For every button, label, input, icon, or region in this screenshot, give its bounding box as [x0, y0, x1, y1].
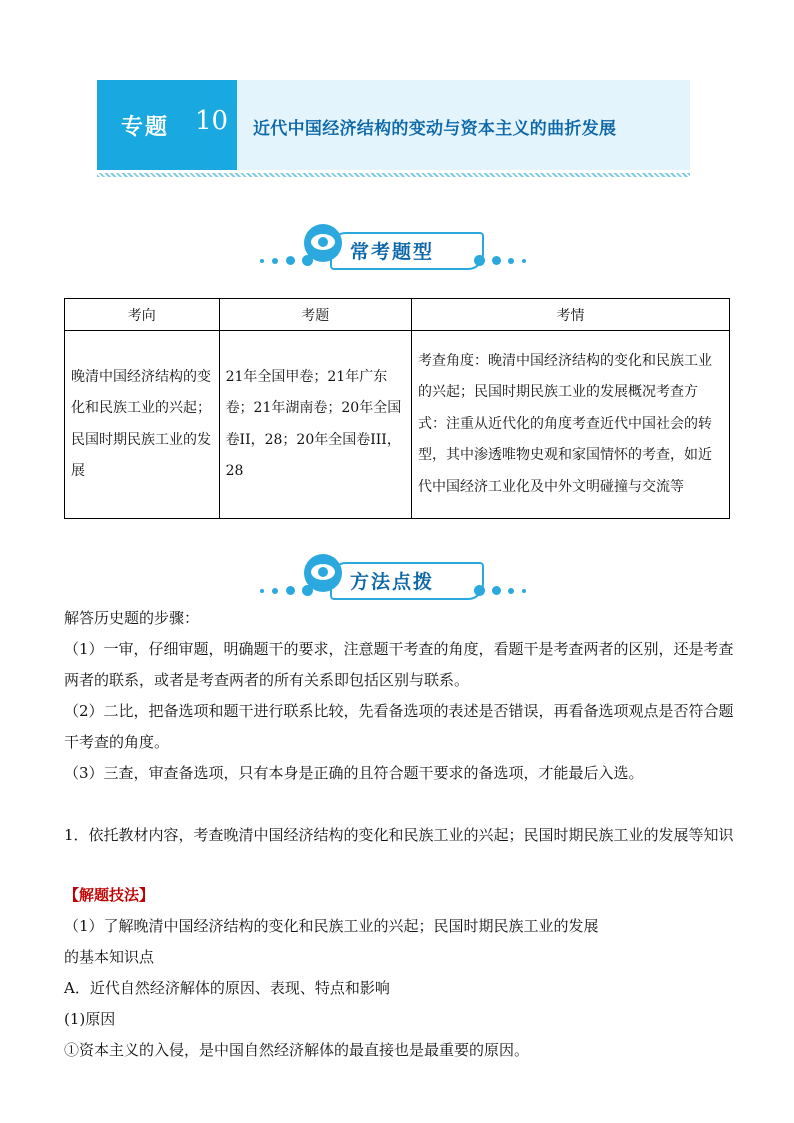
- section-badge-common-types: [250, 228, 550, 268]
- item-1: 1．依托教材内容，考查晚清中国经济结构的变化和民族工业的兴起；民国时期民族工业的发展等知识: [64, 826, 734, 844]
- sub-a: A．近代自然经济解体的原因、表现、特点和影响: [64, 979, 390, 997]
- section-title-method-tips: 方法点拨: [350, 571, 435, 593]
- topic-banner: [97, 80, 690, 170]
- topic-title-block: [237, 80, 690, 170]
- eye-icon: [304, 554, 342, 592]
- topic-label-block: [97, 80, 237, 170]
- topic-number: 10: [195, 106, 229, 136]
- step-3: （3）三查，审查备选项，只有本身是正确的且符合题干要求的备选项，才能最后入选。: [64, 764, 644, 782]
- cause-1: ①资本主义的入侵，是中国自然经济解体的最直接也是最重要的原因。: [64, 1041, 530, 1059]
- cause-title: (1)原因: [64, 1010, 116, 1028]
- eye-icon: [304, 224, 342, 262]
- technique-1-line-1: （1）了解晚清中国经济结构的变化和民族工业的兴起；民国时期民族工业的发展: [64, 917, 599, 935]
- cell-situation: 考查角度：晚清中国经济结构的变化和民族工业的兴起；民国时期民族工业的发展概况考查方式：注重从近代化的角度考查近代中国社会的转型，其中渗透唯物史观和家国情怀的考查，如近代中国经济工业化及中外文明碰撞与交流等: [412, 331, 730, 519]
- step-2: （2）二比，把备选项和题干进行联系比较，先看备选项的表述是否错误，再看备选项观点是否符合题干考查的角度。: [64, 702, 734, 751]
- header-direction: 考向: [65, 299, 220, 331]
- table-header-row: [65, 299, 730, 331]
- section-title-common-types: 常考题型: [350, 241, 435, 263]
- header-questions: 考题: [219, 299, 411, 331]
- technique-label: 【解题技法】: [64, 886, 155, 904]
- topic-title: 近代中国经济结构的变动与资本主义的曲折发展: [253, 119, 617, 139]
- topic-label: 专题: [121, 115, 170, 140]
- table-row: [65, 331, 730, 519]
- step-1: （1）一审，仔细审题，明确题干的要求，注意题干考查的角度，看题干是考查两者的区别，还是考查两者的联系，或者是考查两者的所有关系即包括区别与联系。: [64, 640, 734, 689]
- exam-table: [64, 298, 730, 519]
- technique-1-line-2: 的基本知识点: [64, 948, 155, 966]
- steps-title: 解答历史题的步骤：: [64, 609, 200, 627]
- cell-direction: 晚清中国经济结构的变化和民族工业的兴起；民国时期民族工业的发展: [65, 331, 220, 519]
- banner-divider: [97, 173, 690, 177]
- cell-questions: 21年全国甲卷；21年广东卷；21年湖南卷；20年全国卷II，28；20年全国卷III，28: [219, 331, 411, 519]
- section-badge-method-tips: [250, 558, 550, 598]
- header-situation: 考情: [412, 299, 730, 331]
